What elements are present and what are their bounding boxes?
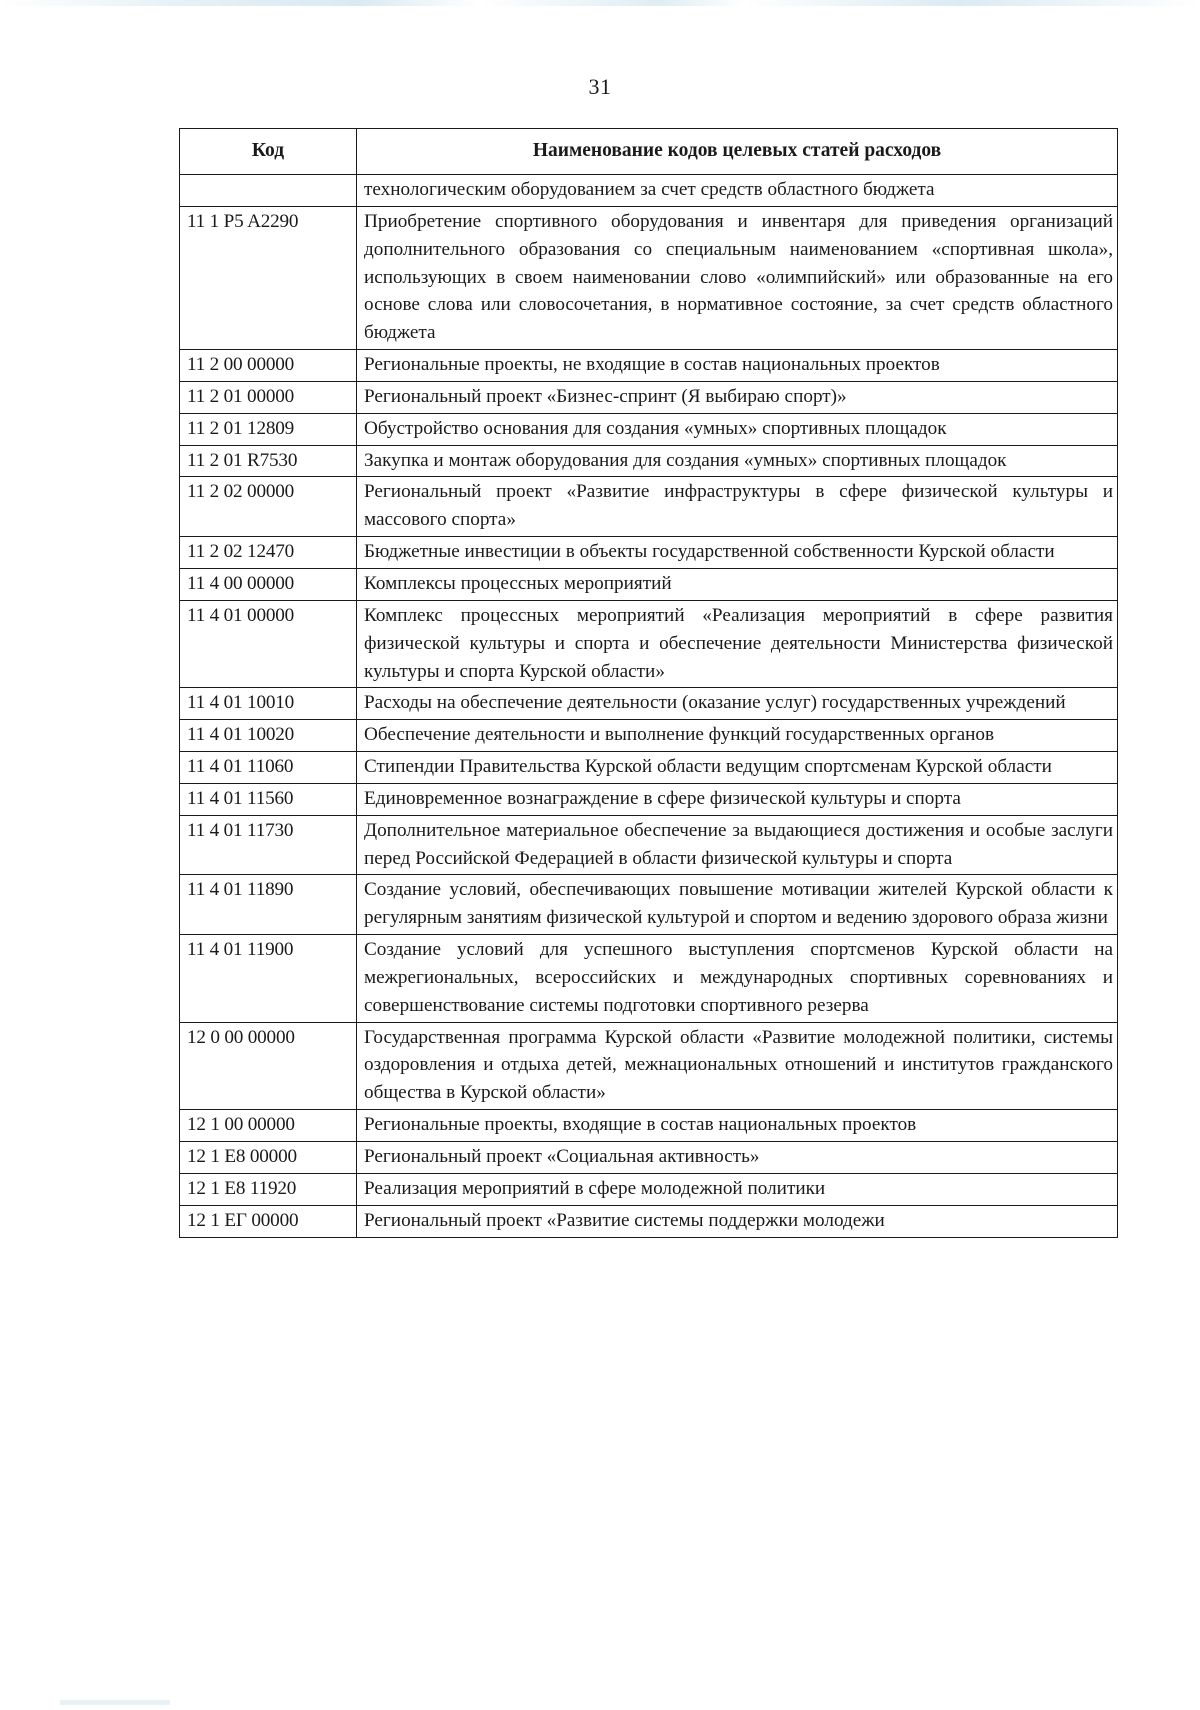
table-row — [180, 568, 1118, 600]
table-row — [180, 783, 1118, 815]
row-code: 11 4 00 00000 — [180, 568, 357, 600]
table-row — [180, 350, 1118, 382]
row-name: Единовременное вознаграждение в сфере физической культуры и спорта — [357, 783, 1118, 815]
row-name: технологическим оборудованием за счет средств областного бюджета — [357, 175, 1118, 207]
row-name: Региональный проект «Социальная активность» — [357, 1142, 1118, 1174]
table-row — [180, 875, 1118, 935]
row-code: 11 4 01 10020 — [180, 720, 357, 752]
table-row — [180, 600, 1118, 688]
row-code: 12 1 00 00000 — [180, 1110, 357, 1142]
row-name: Реализация мероприятий в сфере молодежной политики — [357, 1173, 1118, 1205]
row-code: 11 4 01 11900 — [180, 935, 357, 1023]
row-code: 11 2 01 R7530 — [180, 445, 357, 477]
table-row — [180, 175, 1118, 207]
row-code — [180, 175, 357, 207]
row-code: 11 2 01 12809 — [180, 413, 357, 445]
row-code: 11 2 02 12470 — [180, 537, 357, 569]
row-code: 12 1 E8 11920 — [180, 1173, 357, 1205]
scan-top-edge — [0, 0, 1200, 6]
row-code: 11 4 01 10010 — [180, 688, 357, 720]
row-code: 11 4 01 00000 — [180, 600, 357, 688]
table-row — [180, 1142, 1118, 1174]
row-name: Комплексы процессных мероприятий — [357, 568, 1118, 600]
table-row — [180, 477, 1118, 537]
table-row — [180, 1022, 1118, 1110]
scan-bottom-mark — [60, 1700, 170, 1705]
table-row — [180, 445, 1118, 477]
table-row — [180, 815, 1118, 875]
table-header-row — [180, 129, 1118, 175]
table-row — [180, 688, 1118, 720]
row-name: Бюджетные инвестиции в объекты государственной собственности Курской области — [357, 537, 1118, 569]
table-row — [180, 1110, 1118, 1142]
row-code: 11 4 01 11560 — [180, 783, 357, 815]
table-row — [180, 935, 1118, 1023]
table-row — [180, 206, 1118, 349]
row-code: 11 4 01 11060 — [180, 752, 357, 784]
budget-codes-table — [179, 128, 1118, 1238]
row-code: 11 2 02 00000 — [180, 477, 357, 537]
row-name: Региональные проекты, не входящие в состав национальных проектов — [357, 350, 1118, 382]
row-name: Стипендии Правительства Курской области ведущим спортсменам Курской области — [357, 752, 1118, 784]
row-name: Комплекс процессных мероприятий «Реализация мероприятий в сфере развития физической культуры и спорта и обеспечение деятельности Министерства физической культуры и спорта Курской области» — [357, 600, 1118, 688]
row-code: 12 1 E8 00000 — [180, 1142, 357, 1174]
table-row — [180, 720, 1118, 752]
row-code: 12 1 ЕГ 00000 — [180, 1205, 357, 1237]
table-row — [180, 381, 1118, 413]
row-name: Обустройство основания для создания «умных» спортивных площадок — [357, 413, 1118, 445]
page-number: 31 — [588, 74, 612, 99]
row-name: Создание условий для успешного выступления спортсменов Курской области на межрегиональных, всероссийских и международных спортивных соревнованиях и совершенствование системы подготовки спортивного резерва — [357, 935, 1118, 1023]
header-code: Код — [180, 129, 357, 175]
header-name: Наименование кодов целевых статей расходов — [357, 129, 1118, 175]
row-name: Региональные проекты, входящие в состав национальных проектов — [357, 1110, 1118, 1142]
table-body — [180, 175, 1118, 1238]
row-code: 12 0 00 00000 — [180, 1022, 357, 1110]
row-name: Закупка и монтаж оборудования для создания «умных» спортивных площадок — [357, 445, 1118, 477]
row-code: 11 4 01 11730 — [180, 815, 357, 875]
row-code: 11 4 01 11890 — [180, 875, 357, 935]
table-row — [180, 413, 1118, 445]
table-row — [180, 752, 1118, 784]
row-code: 11 2 01 00000 — [180, 381, 357, 413]
table-row — [180, 1205, 1118, 1237]
row-name: Региональный проект «Развитие инфраструктуры в сфере физической культуры и массового спорта» — [357, 477, 1118, 537]
row-name: Приобретение спортивного оборудования и инвентаря для приведения организаций дополнительного образования со специальным наименованием «спортивная школа», использующих в своем наименовании слово «олимпийский» или образованные на его основе слова или словосочетания, в нормативное состояние, за счет средств областного бюджета — [357, 206, 1118, 349]
row-name: Государственная программа Курской области «Развитие молодежной политики, системы оздоровления и отдыха детей, межнациональных отношений и институтов гражданского общества в Курской области» — [357, 1022, 1118, 1110]
row-name: Региональный проект «Бизнес-спринт (Я выбираю спорт)» — [357, 381, 1118, 413]
row-name: Дополнительное материальное обеспечение за выдающиеся достижения и особые заслуги перед Российской Федерацией в области физической культуры и спорта — [357, 815, 1118, 875]
table-row — [180, 1173, 1118, 1205]
row-name: Региональный проект «Развитие системы поддержки молодежи — [357, 1205, 1118, 1237]
row-code: 11 1 P5 A2290 — [180, 206, 357, 349]
row-name: Обеспечение деятельности и выполнение функций государственных органов — [357, 720, 1118, 752]
row-name: Расходы на обеспечение деятельности (оказание услуг) государственных учреждений — [357, 688, 1118, 720]
table-row — [180, 537, 1118, 569]
row-code: 11 2 00 00000 — [180, 350, 357, 382]
row-name: Создание условий, обеспечивающих повышение мотивации жителей Курской области к регулярным занятиям физической культурой и спортом и ведению здорового образа жизни — [357, 875, 1118, 935]
